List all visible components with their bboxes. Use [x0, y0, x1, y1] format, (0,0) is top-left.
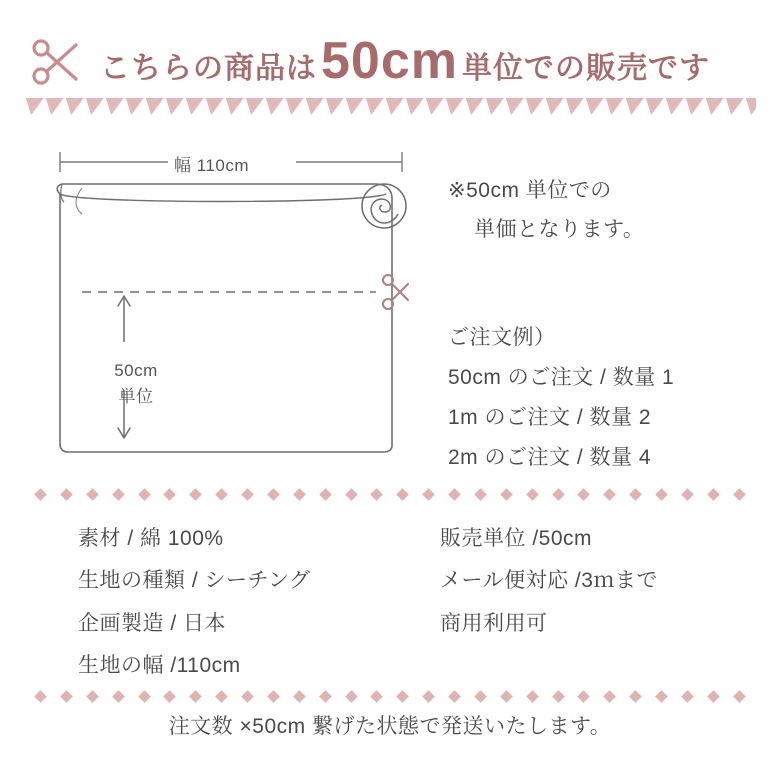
spec-list-right	[440, 518, 658, 645]
header-banner	[0, 28, 780, 94]
diamond-divider-top	[36, 486, 744, 502]
unit-label-line2: 単位	[118, 387, 154, 407]
spec-item: 商用利用可	[440, 611, 548, 635]
spec-item: 素材 / 綿 100%	[78, 527, 224, 550]
width-label: 幅 110cm	[168, 151, 255, 176]
diamond-divider-bottom	[36, 688, 744, 704]
order-example-item: 50cm のご注文 / 数量 1	[448, 365, 675, 389]
unit-label	[96, 358, 176, 411]
spec-list-left	[78, 518, 311, 688]
header-tail-text: 単位での販売です	[462, 52, 710, 85]
spec-item: 生地の幅 /110cm	[78, 654, 241, 678]
fabric-roll-diagram	[46, 142, 426, 472]
order-example-item: 1m のご注文 / 数量 2	[448, 405, 652, 429]
note-line-2: 単価となります。	[474, 217, 645, 241]
footer-note: 注文数 ×50cm 繋げた状態で発送いたします。	[168, 715, 612, 738]
scissors-icon	[30, 36, 82, 88]
unit-label-line1: 50cm	[114, 361, 158, 380]
spec-item: 企画製造 / 日本	[78, 611, 227, 635]
order-example-item: 2m のご注文 / 数量 4	[448, 445, 652, 469]
order-example-block	[448, 318, 778, 478]
order-example-title: ご注文例）	[448, 326, 556, 349]
spec-item: メール便対応 /3ｍまで	[440, 569, 658, 593]
unit-price-note	[448, 172, 768, 250]
header-lead-text: こちらの商品は	[100, 52, 317, 85]
zigzag-divider	[24, 98, 756, 120]
note-line-1: ※50cm 単位での	[448, 179, 612, 202]
spec-item: 販売単位 /50cm	[440, 527, 593, 550]
header-text	[70, 32, 710, 90]
header-emphasis-text: 50cm	[321, 32, 458, 90]
spec-item: 生地の種類 / シーチング	[78, 569, 311, 593]
